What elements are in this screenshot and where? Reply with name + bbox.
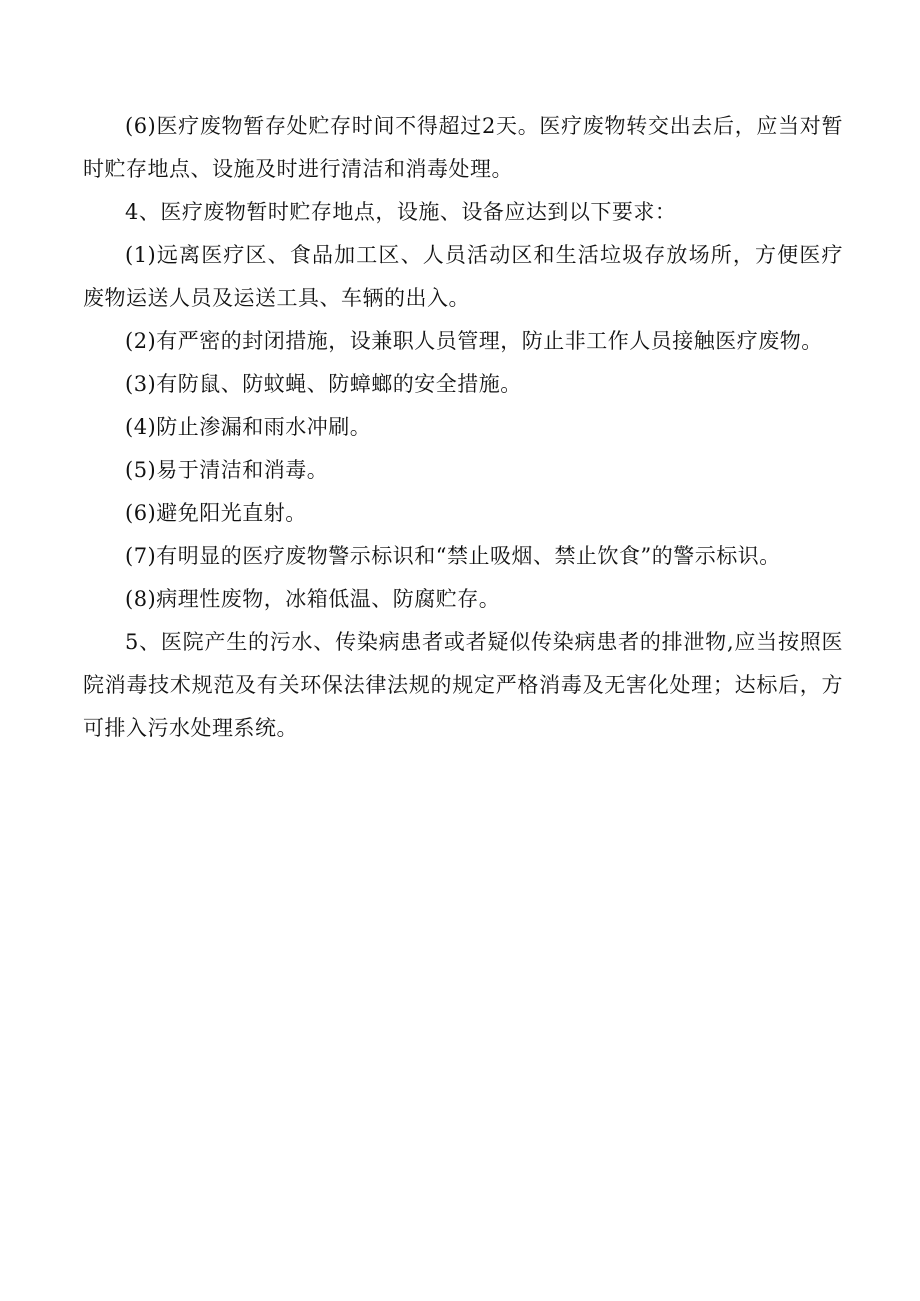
paragraph-requirement-3: (3)有防鼠、防蚊蝇、防蟑螂的安全措施。 xyxy=(125,372,522,396)
paragraph-section-5: 5、医院产生的污水、传染病患者或者疑似传染病患者的排泄物,应当按照医院消毒技术规范及有关环保法律法规的规定严格消毒及无害化处理；达标后，方可排入污水处理系统。 xyxy=(83,630,843,740)
paragraph-requirement-4: (4)防止渗漏和雨水冲刷。 xyxy=(125,415,372,439)
paragraph-requirement-7: (7)有明显的医疗废物警示标识和“禁止吸烟、禁止饮食”的警示标识。 xyxy=(125,544,781,568)
paragraph-section-4-heading: 4、医疗废物暂时贮存地点，设施、设备应达到以下要求： xyxy=(125,200,677,224)
paragraph-requirement-6: (6)避免阳光直射。 xyxy=(125,501,307,525)
paragraph-requirement-5: (5)易于清洁和消毒。 xyxy=(125,458,329,482)
paragraph-storage-time: (6)医疗废物暂存处贮存时间不得超过2天。医疗废物转交出去后，应当对暂时贮存地点、设施及时进行清洁和消毒处理。 xyxy=(83,114,843,181)
paragraph-requirement-2: (2)有严密的封闭措施，设兼职人员管理，防止非工作人员接触医疗废物。 xyxy=(125,329,823,353)
document-body xyxy=(83,105,843,750)
paragraph-requirement-8: (8)病理性废物，冰箱低温、防腐贮存。 xyxy=(125,587,501,611)
paragraph-requirement-1: (1)远离医疗区、食品加工区、人员活动区和生活垃圾存放场所，方便医疗废物运送人员及运送工具、车辆的出入。 xyxy=(83,243,843,310)
